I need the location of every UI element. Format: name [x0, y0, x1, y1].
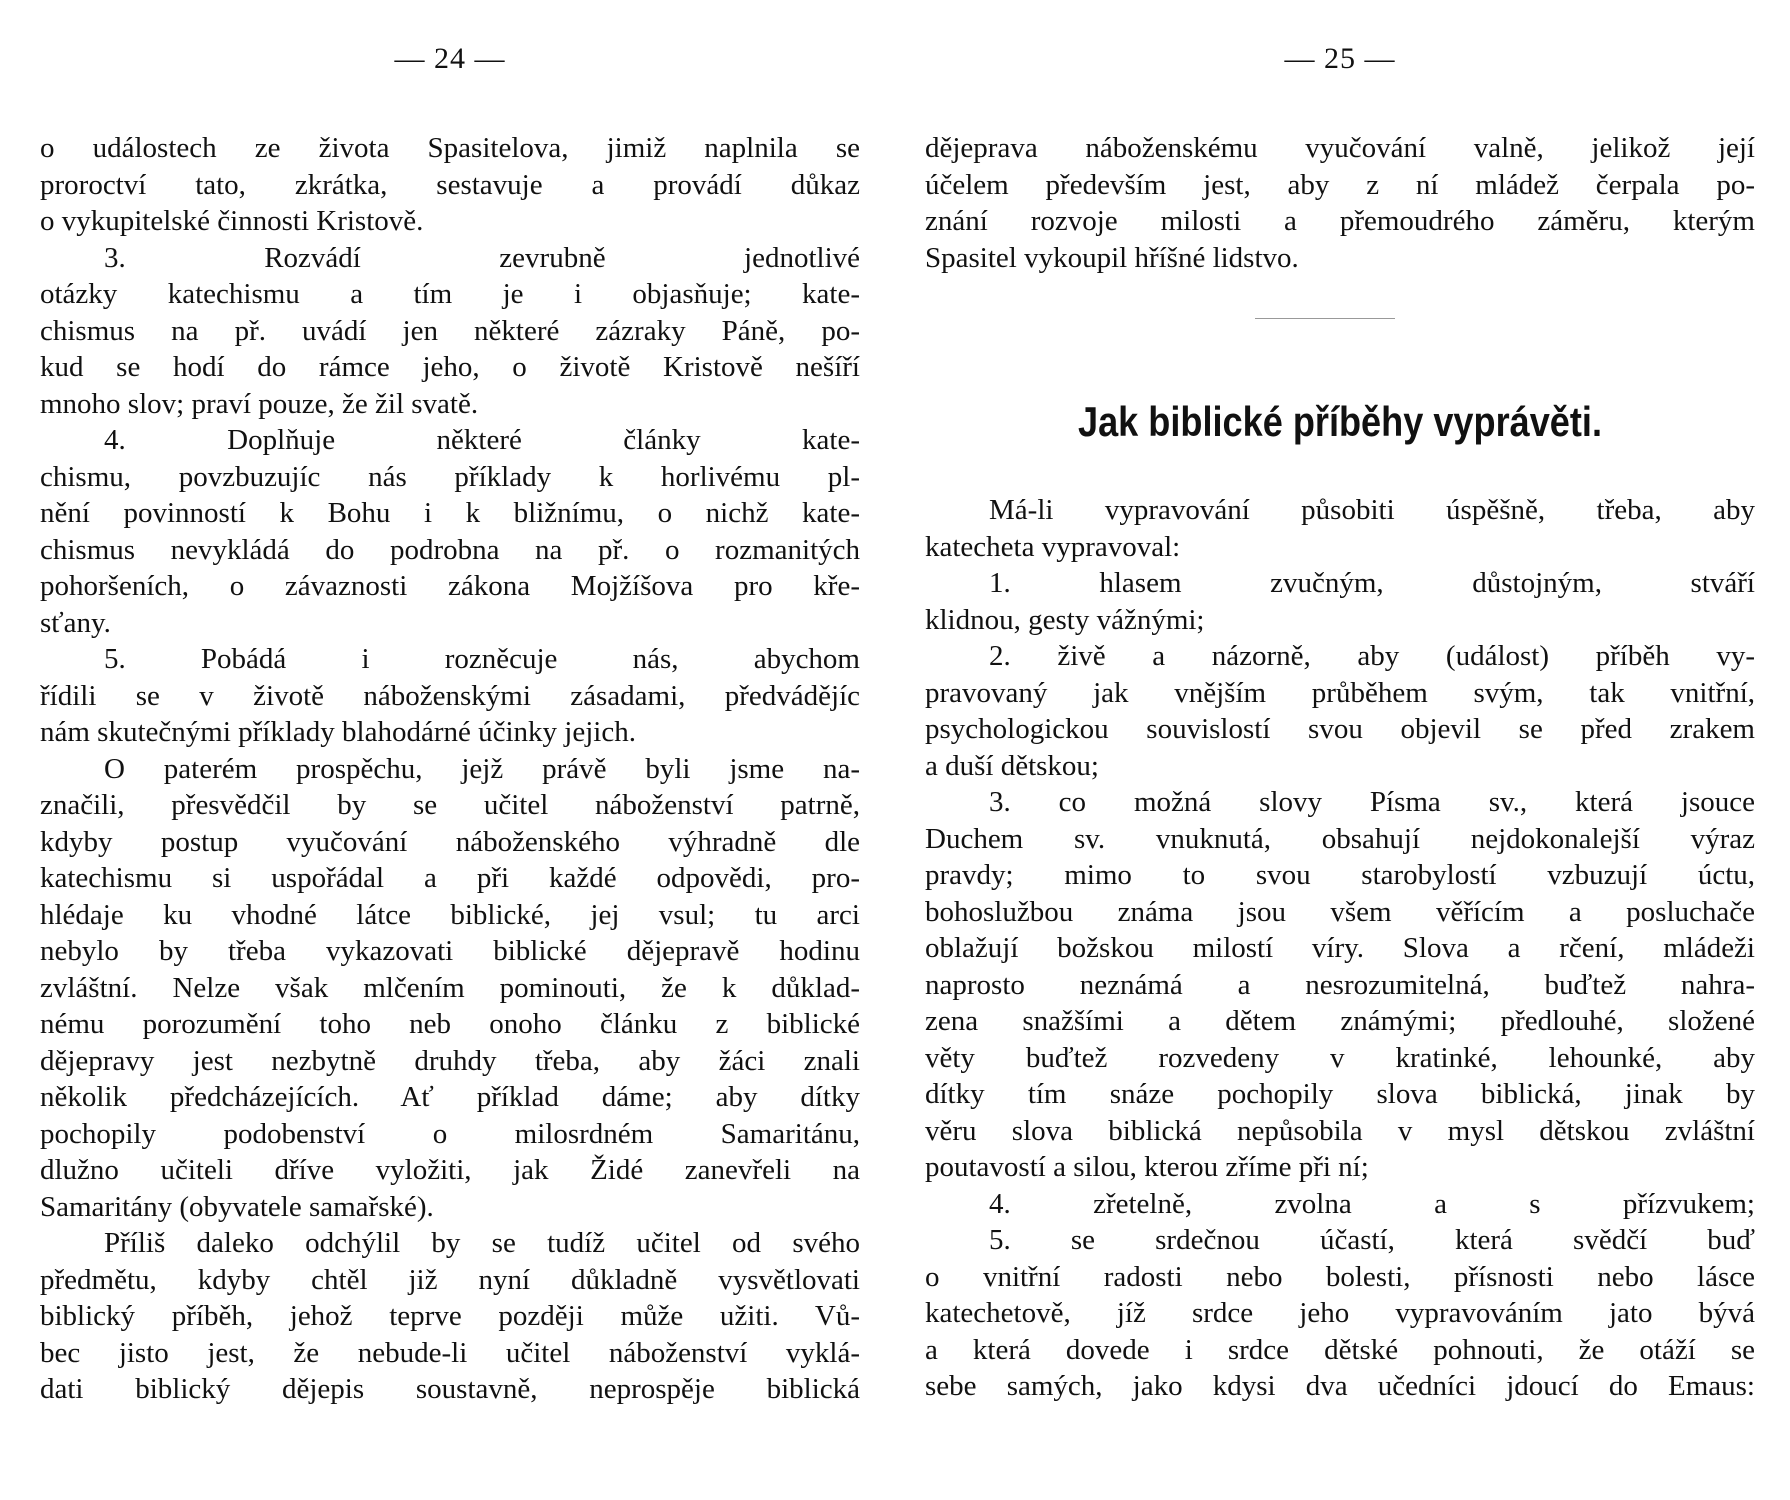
text-line: klidnou, gesty vážnými;: [925, 603, 1205, 636]
text-line: pochopily podobenství o milosrdném Samaritánu,: [40, 1117, 860, 1150]
text-line: předmětu, kdyby chtěl již nyní důkladně vysvětlovati: [40, 1263, 860, 1296]
page-number: — 24 —: [394, 42, 506, 75]
text-line: o událostech ze života Spasitelova, jimiž naplnila se: [40, 132, 860, 164]
text-line: 1. hlasem zvučným, důstojným, stváří: [989, 567, 1755, 599]
text-line: nám skutečnými příklady blahodárné účinky jejich.: [40, 716, 636, 748]
text-line: chismus nevykládá do podrobna na př. o rozmanitých: [40, 533, 860, 566]
text-line: znání rozvoje milosti a přemoudrého záměru, kterým: [925, 205, 1755, 237]
page-number: — 25 —: [1284, 42, 1396, 75]
text-line: značili, přesvědčil by se učitel náboženství patrně,: [40, 789, 860, 821]
text-line: mnoho slov; praví pouze, že žil svatě.: [40, 387, 479, 420]
text-line: katechetově, jíž srdce jeho vypravováním jato bývá: [925, 1297, 1755, 1329]
text-line: nému porozumění toho neb onoho článku z biblické: [40, 1008, 860, 1040]
section-divider: [1255, 318, 1395, 319]
text-line: několik předcházejících. Ať příklad dáme; aby dítky: [40, 1081, 860, 1113]
left-page-text: [40, 130, 860, 1408]
text-line: pravdy; mimo to svou starobylostí vzbuzují úctu,: [925, 859, 1755, 891]
text-line: 5. Pobádá i rozněcuje nás, abychom: [104, 643, 860, 675]
text-line: 4. zřetelně, zvolna a s přízvukem;: [989, 1187, 1755, 1220]
text-line: psychologickou souvislostí svou objevil se před zrakem: [925, 713, 1755, 745]
text-line: kdyby postup vyučování náboženského výhradně dle: [40, 825, 860, 858]
right-page-text: [925, 492, 1755, 1405]
text-line: 2. živě a názorně, aby (událost) příběh vy-: [989, 640, 1755, 672]
text-line: a která dovede i srdce dětské pohnouti, že otáží se: [925, 1333, 1755, 1366]
text-line: sťany.: [40, 606, 111, 639]
text-line: chismu, povzbuzujíc nás příklady k horlivému pl-: [40, 460, 860, 493]
section-heading: Jak biblické příběhy vyprávěti.: [1077, 398, 1602, 445]
text-line: O paterém prospěchu, jejž právě byli jsme na-: [104, 752, 860, 785]
text-line: Příliš daleko odchýlil by se tudíž učitel od svého: [104, 1227, 860, 1259]
text-line: dějepravy jest nezbytně druhdy třeba, aby žáci znali: [40, 1044, 860, 1077]
text-line: dítky tím snáze pochopily slova biblická, jinak by: [925, 1078, 1755, 1110]
text-line: dlužno učiteli dříve vyložiti, jak Židé zanevřeli na: [40, 1154, 860, 1186]
text-line: věru slova biblická nepůsobila v mysl dětskou zvláštní: [925, 1114, 1755, 1147]
text-line: 3. Rozvádí zevrubně jednotlivé: [104, 241, 860, 274]
text-line: pohoršeních, o závaznosti zákona Mojžíšova pro kře-: [40, 570, 860, 602]
text-line: dati biblický dějepis soustavně, neprospěje biblická: [40, 1373, 860, 1405]
text-line: bohoslužbou známa jsou všem věřícím a posluchače: [925, 895, 1755, 928]
text-line: Spasitel vykoupil hříšné lidstvo.: [925, 241, 1299, 274]
text-line: katechismu si uspořádal a při každé odpovědi, pro-: [40, 862, 860, 894]
text-line: věty buďtež rozvedeny v kratinké, lehounké, aby: [925, 1041, 1755, 1074]
text-line: nebylo by třeba vykazovati biblické dějepravě hodinu: [40, 935, 860, 967]
text-line: oblažují božskou milostí víry. Slova a rčení, mládeži: [925, 932, 1755, 964]
text-line: biblický příběh, jehož teprve později může užiti. Vů-: [40, 1300, 860, 1332]
left-page: [40, 0, 860, 1500]
text-line: řídili se v životě náboženskými zásadami, předvádějíc: [40, 679, 860, 712]
right-page: [925, 0, 1755, 1500]
text-line: proroctví tato, zkrátka, sestavuje a provádí důkaz: [40, 168, 860, 201]
text-line: chismus na př. uvádí jen některé zázraky Páně, po-: [40, 314, 860, 347]
text-line: bec jisto jest, že nebude-li učitel náboženství vyklá-: [40, 1336, 860, 1369]
text-line: dějeprava náboženskému vyučování valně, jelikož její: [925, 132, 1755, 164]
text-line: o vnitřní radosti nebo bolesti, přísnosti nebo lásce: [925, 1260, 1755, 1293]
text-line: zvláštní. Nelze však mlčením pominouti, že k důklad-: [40, 971, 860, 1004]
text-line: pravovaný jak vnějším průběhem svým, tak vnitřní,: [925, 676, 1755, 709]
text-line: naprosto neznámá a nesrozumitelná, buďtež nahra-: [925, 968, 1755, 1001]
text-line: Má-li vypravování působiti úspěšně, třeba, aby: [989, 494, 1755, 526]
text-line: sebe samých, jako kdysi dva učedníci jdoucí do Emaus:: [925, 1370, 1755, 1402]
text-line: 4. Doplňuje některé články kate-: [104, 424, 860, 456]
text-line: účelem především jest, aby z ní mládež čerpala po-: [925, 168, 1755, 201]
text-line: Samaritány (obyvatele samařské).: [40, 1190, 434, 1223]
text-line: kud se hodí do rámce jeho, o životě Kristově nešíří: [40, 351, 860, 383]
right-page-intro-text: [925, 130, 1755, 276]
text-line: hlédaje ku vhodné látce biblické, jej vsul; tu arci: [40, 898, 860, 931]
text-line: katecheta vypravoval:: [925, 530, 1181, 563]
text-line: 5. se srdečnou účastí, která svědčí buď: [989, 1224, 1755, 1256]
text-line: o vykupitelské činnosti Kristově.: [40, 205, 424, 237]
text-line: zena snažšími a dětem známými; předlouhé, složené: [925, 1005, 1755, 1037]
text-line: 3. co možná slovy Písma sv., která jsouce: [989, 786, 1755, 818]
text-line: poutavostí a silou, kterou zříme při ní;: [925, 1151, 1369, 1183]
text-line: nění povinností k Bohu i k bližnímu, o nichž kate-: [40, 497, 860, 529]
text-line: a duší dětskou;: [925, 749, 1099, 782]
text-line: Duchem sv. vnuknutá, obsahují nejdokonalejší výraz: [925, 822, 1755, 855]
text-line: otázky katechismu a tím je i objasňuje; kate-: [40, 278, 860, 310]
